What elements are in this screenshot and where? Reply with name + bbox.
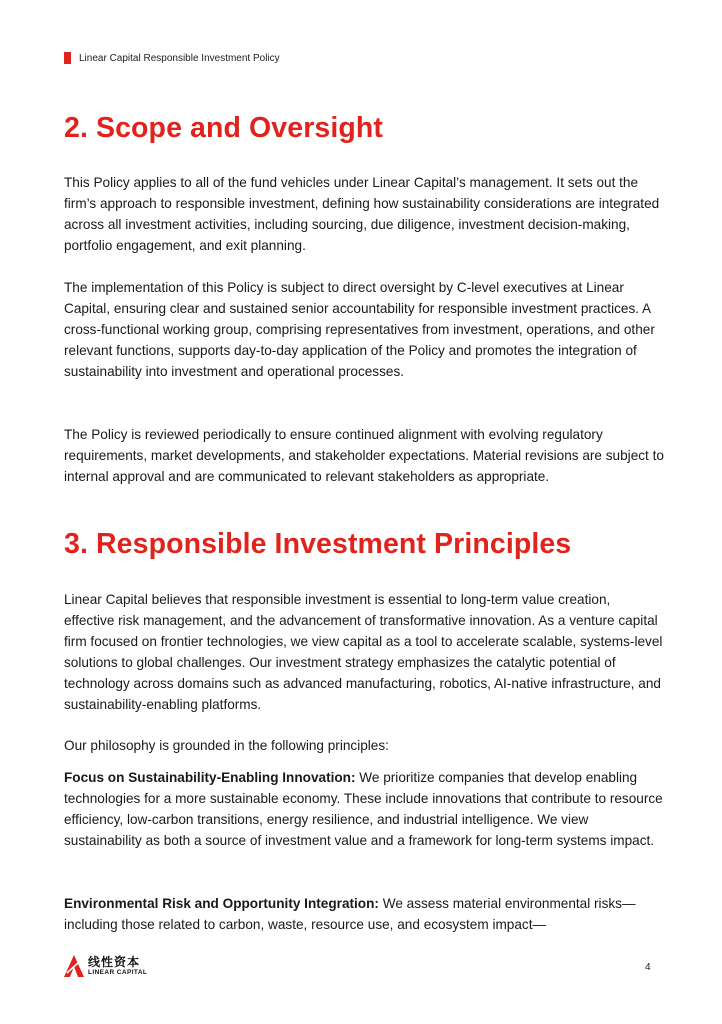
logo-wordmark	[88, 956, 147, 977]
logo-text-english: LINEAR CAPITAL	[88, 968, 148, 976]
section-3-title: 3. Responsible Investment Principles	[64, 528, 572, 560]
logo-text-chinese: 线性资本	[88, 954, 141, 969]
principle-environmental-risk	[64, 893, 664, 935]
running-header	[64, 52, 280, 64]
principle-sustainability-innovation	[64, 767, 664, 851]
principle-label: Environmental Risk and Opportunity Integration:	[64, 896, 379, 911]
section-2-paragraph-1: This Policy applies to all of the fund vehicles under Linear Capital’s management. It sets out the firm’s approach to responsible investment, defining how sustainability considerations are integrated across all investment activities, including sourcing, due diligence, investment decision-making, portfolio engagement, and exit planning.	[64, 175, 660, 253]
principle-text: We assess material environmental risks—including those related to carbon, waste, resource use, and ecosystem impact—	[64, 896, 636, 932]
principle-text: We prioritize companies that develop enabling technologies for a more sustainable economy. These include innovations that contribute to resource efficiency, low-carbon transitions, energy resilience, and industrial intelligence. We view sustainability as both a source of investment value and a framework for long-term systems impact.	[64, 770, 663, 848]
section-3-lead-in: Our philosophy is grounded in the following principles:	[64, 738, 389, 753]
header-red-marker	[64, 52, 71, 64]
section-2-paragraph-2: The implementation of this Policy is subject to direct oversight by C-level executives at Linear Capital, ensuring clear and sustained senior accountability for responsible investment practices. A cross-functional working group, comprising representatives from investment, operations, and other relevant functions, supports day-to-day application of the Policy and promotes the integration of sustainability into investment and operational processes.	[64, 280, 655, 379]
header-title: Linear Capital Responsible Investment Policy	[79, 52, 280, 64]
linear-capital-logo-icon	[64, 955, 84, 977]
section-2-title: 2. Scope and Oversight	[64, 112, 383, 144]
page-number: 4	[645, 962, 651, 973]
section-2-paragraph-3: The Policy is reviewed periodically to ensure continued alignment with evolving regulatory requirements, market developments, and stakeholder expectations. Material revisions are subject to internal approval and are communicated to relevant stakeholders as appropriate.	[64, 427, 664, 484]
section-3-intro: Linear Capital believes that responsible investment is essential to long-term value creation, effective risk management, and the advancement of transformative innovation. As a venture capital firm focused on frontier technologies, we view capital as a tool to accelerate scalable, systems-level solutions to global challenges. Our investment strategy emphasizes the catalytic potential of technology across domains such as advanced manufacturing, robotics, AI-native infrastructure, and sustainability-enabling platforms.	[64, 592, 663, 712]
principle-label: Focus on Sustainability-Enabling Innovation:	[64, 770, 356, 785]
footer-logo	[64, 955, 147, 977]
